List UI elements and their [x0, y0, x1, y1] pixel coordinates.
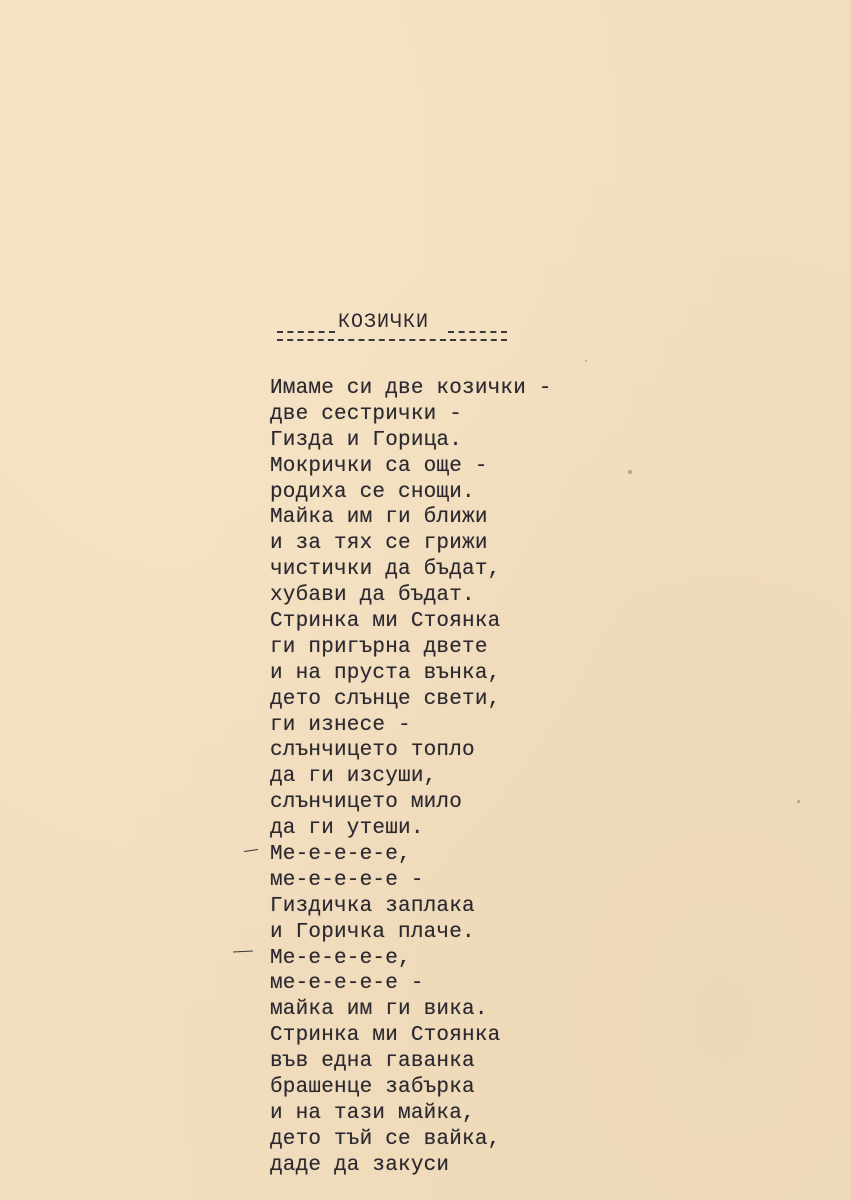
title-underline-right: [448, 331, 507, 333]
poem-line: да ги изсуши,: [270, 765, 437, 789]
poem-line: във една гаванка: [270, 1050, 475, 1074]
poem-line: Майка им ги ближи: [270, 506, 488, 530]
poem-line: ме-е-е-е-е -: [270, 972, 424, 996]
poem-line: ги изнесе -: [270, 713, 411, 737]
poem-lines: [270, 376, 552, 1179]
margin-dash-mark: [244, 849, 258, 852]
poem-line: слънчицето мило: [270, 791, 463, 815]
paper-speck: [585, 360, 587, 362]
poem-line: слънчицето топло: [270, 739, 475, 763]
paper-speck: [628, 470, 632, 474]
poem-line: родиха се снощи.: [270, 480, 475, 504]
poem-line: дето тъй се вайка,: [270, 1127, 501, 1151]
poem-line: да ги утеши.: [270, 817, 424, 841]
poem-line: и на тази майка,: [270, 1101, 475, 1125]
poem-line: и за тях се грижи: [270, 532, 488, 556]
poem-line: даде да закуси: [270, 1153, 450, 1177]
poem-line: и Горичка плаче.: [270, 920, 475, 944]
poem-line: Стринка ми Стоянка: [270, 610, 501, 634]
poem-line: две сестрички -: [270, 402, 463, 426]
poem-line: майка им ги вика.: [270, 998, 488, 1022]
title-underline: [277, 339, 507, 341]
poem-line: брашенце забърка: [270, 1076, 475, 1100]
poem-line: ги пригърна двете: [270, 635, 488, 659]
poem-line: Имаме си две козички -: [270, 377, 552, 400]
poem-line: Гизда и Горица.: [270, 428, 463, 452]
poem-line: и на пруста вънка,: [270, 661, 501, 685]
poem-line: чистички да бъдат,: [270, 558, 501, 582]
poem-line: ме-е-е-е-е -: [270, 868, 424, 892]
poem-line: Мокрички са още -: [270, 454, 488, 478]
poem-line: хубави да бъдат.: [270, 584, 475, 608]
margin-dash-mark: [233, 950, 253, 952]
poem-line: дето слънце свети,: [270, 687, 501, 711]
poem-line: Ме-е-е-е-е,: [270, 843, 411, 867]
poem-line: Гиздичка заплака: [270, 894, 475, 918]
poem-line: Стринка ми Стоянка: [270, 1024, 501, 1048]
title-underline-left: [277, 331, 335, 333]
poem-line: Ме-е-е-е-е,: [270, 946, 411, 970]
paper-speck: [797, 800, 800, 803]
poem-title: КОЗИЧКИ: [338, 311, 430, 334]
